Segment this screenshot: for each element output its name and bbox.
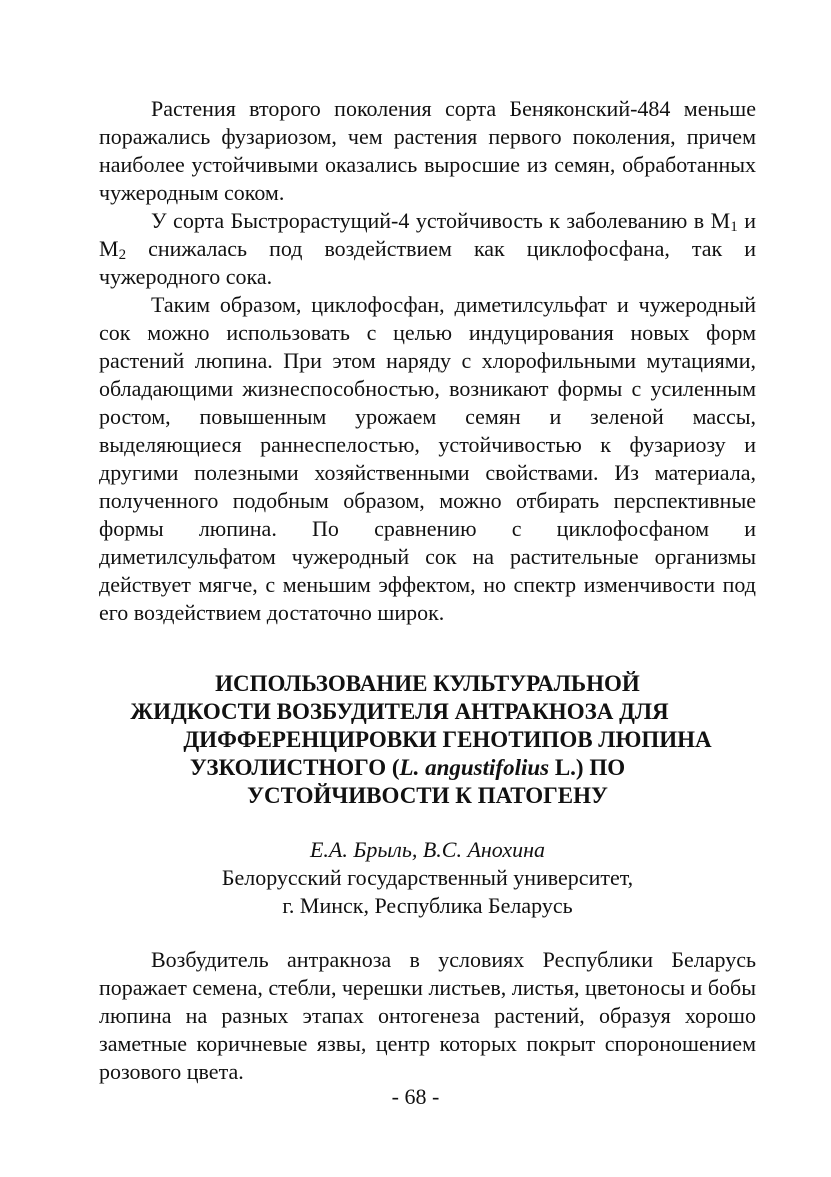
paragraph-1: Растения второго поколения сорта Беняконский-484 меньше поражались фузариозом, чем растения первого поколения, причем наиболее устойчивыми оказались выросшие из семян, обработанных чужеродным соком. xyxy=(99,96,756,205)
paragraph-2-part-c: снижалась под воздействием как циклофосфана, так и чужеродного сока. xyxy=(99,236,756,289)
title-line-3: ДИФФЕРЕНЦИРОВКИ ГЕНОТИПОВ ЛЮПИНА xyxy=(183,727,712,752)
title-line-4-a: УЗКОЛИСТНОГО ( xyxy=(189,755,400,780)
paragraph-4: Возбудитель антракноза в условиях Республики Беларусь поражает семена, стебли, черешки листьев, листья, цветоносы и бобы люпина на разных этапах онтогенеза растений, образуя хорошо заметные коричневые язвы, центр которых покрыт спороношением розового цвета. xyxy=(99,947,756,1084)
paragraph-2-part-b: и M xyxy=(99,208,756,261)
page-number: - 68 - xyxy=(391,1084,440,1109)
author-names: Е.А. Брыль, В.С. Анохина xyxy=(309,837,546,862)
subscript-m2: 2 xyxy=(118,247,127,263)
title-line-1: ИСПОЛЬЗОВАНИЕ КУЛЬТУРАЛЬНОЙ xyxy=(215,671,640,696)
article-title xyxy=(99,670,756,810)
title-line-4 xyxy=(79,754,736,782)
body-text-bottom xyxy=(99,946,756,1086)
author-location: г. Минск, Республика Беларусь xyxy=(282,893,573,918)
body-text-top xyxy=(99,95,756,627)
paragraph-2 xyxy=(99,207,756,291)
author-affiliation: Белорусский государственный университет, xyxy=(221,865,634,890)
title-line-2: ЖИДКОСТИ ВОЗБУДИТЕЛЯ АНТРАКНОЗА ДЛЯ xyxy=(130,699,669,724)
subscript-m1: 1 xyxy=(730,219,738,235)
species-name: L. angustifolius xyxy=(399,755,550,780)
paragraph-2-part-a: У сорта Быстрорастущий-4 устойчивость к заболеванию в M xyxy=(151,208,731,233)
paragraph-3: Таким образом, циклофосфан, диметилсульфат и чужеродный сок можно использовать с целью индуцирования новых форм растений люпина. При этом наряду с хлорофильными мутациями, обладающими жизнеспособностью, возникают формы с усиленным ростом, повышенным урожаем семян и зеленой массы, выделяющиеся раннеспелостью, устойчивостью к фузариозу и другими полезными хозяйственными свойствами. Из материала, полученного подобным образом, можно отбирать перспективные формы люпина. По сравнению с циклофосфаном и диметилсульфатом чужеродный сок на растительные организмы действует мягче, с меньшим эффектом, но спектр изменчивости под его воздействием достаточно широк. xyxy=(99,292,756,625)
title-line-4-b: L.) ПО xyxy=(549,755,626,780)
author-block xyxy=(99,836,756,920)
title-line-5: УСТОЙЧИВОСТИ К ПАТОГЕНУ xyxy=(247,783,608,808)
